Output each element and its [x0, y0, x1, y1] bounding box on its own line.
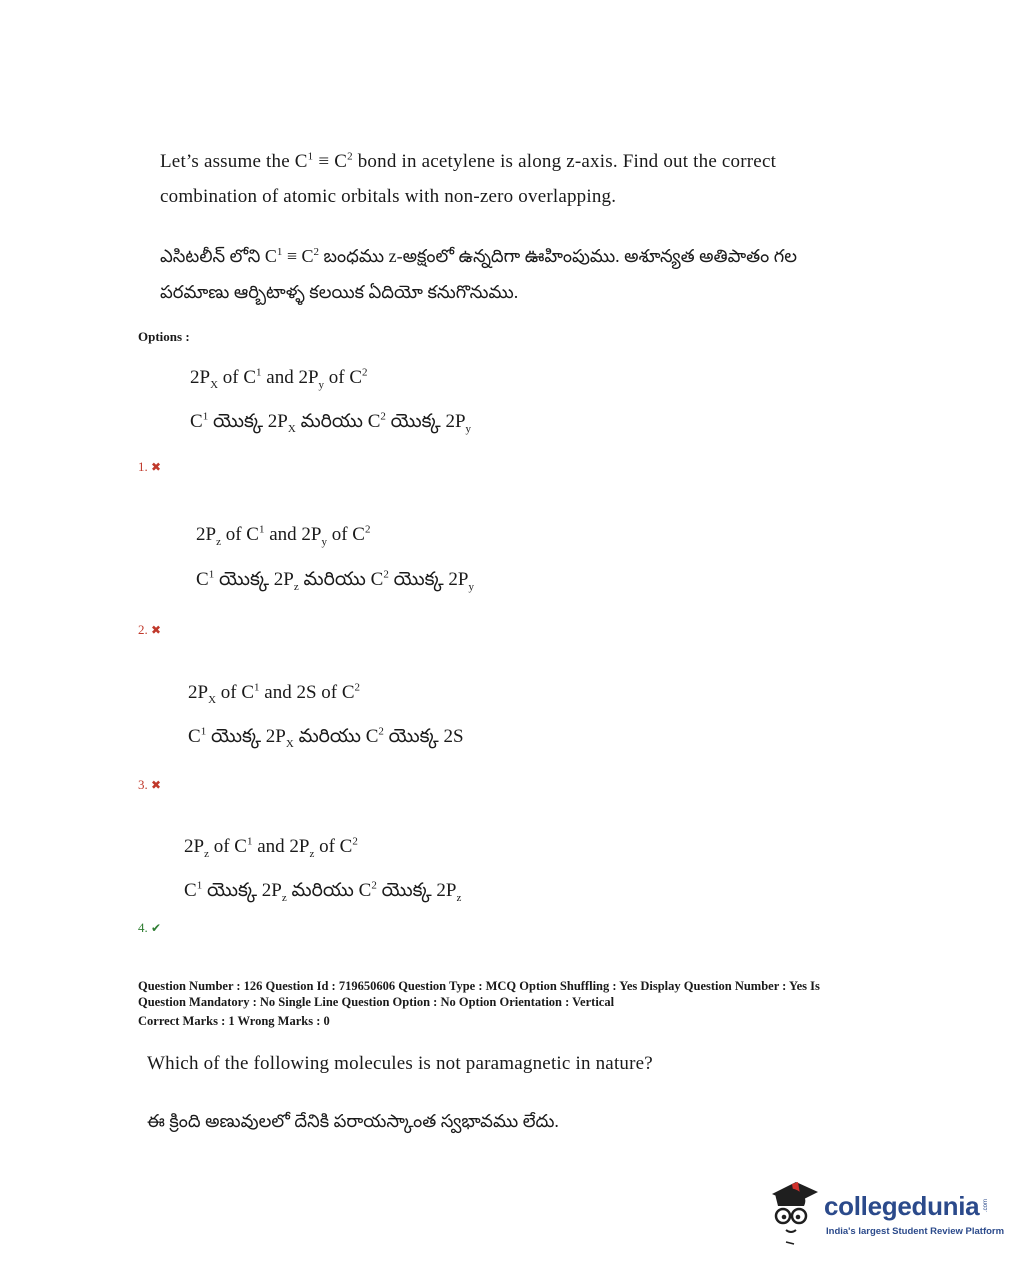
- wrong-mark-icon: ✖: [151, 778, 162, 792]
- option-4-text-en: $2P_z$ of $C^1$ and $2P_z$ of $C^2$: [184, 835, 358, 860]
- correct-check-icon: ✔: [151, 921, 162, 935]
- question-text-te-line2: పరమాణు ఆర్బిటాళ్ళ కలయిక ఏదియో కనుగొనుము.: [160, 282, 519, 302]
- option-1-text-te: $C^1$ యొక్క $2P_X$ మరియు $C^2$ యొక్క $2P_y$: [190, 410, 472, 435]
- question-text-te-line1: ఎసిటలీన్ లోని $C^1 \equiv C^2$ బంధము z-అక్షంలో ఉన్నదిగా ఊహింపుము. అశూన్యత అతిపాతం గల: [160, 246, 798, 266]
- option-4-number: 4. ✔: [138, 920, 162, 935]
- option-2-number: 2. ✖: [138, 622, 162, 637]
- option-1-number: 1. ✖: [138, 459, 162, 474]
- question-text-en-line1: Let’s assume the $C^1 \equiv C^2$ bond in acetylene is along z-axis. Find out the correct: [160, 150, 777, 172]
- question-meta-line1: Question Number : 126 Question Id : 719650606 Question Type : MCQ Option Shuffling : Yes Display Question Number : Yes Is: [138, 979, 820, 993]
- question-text-en-line2: combination of atomic orbitals with non-zero overlapping.: [160, 186, 617, 207]
- option-2-text-te: $C^1$ యొక్క $2P_z$ మరియు $C^2$ యొక్క $2P_y$: [196, 568, 474, 593]
- next-question-text-en: Which of the following molecules is not paramagnetic in nature?: [147, 1053, 653, 1074]
- option-3-text-en: $2P_X$ of $C^1$ and 2S of $C^2$: [188, 681, 361, 706]
- option-3-number: 3. ✖: [138, 777, 162, 792]
- option-1-text-en: $2P_X$ of $C^1$ and $2P_y$ of $C^2$: [190, 366, 368, 391]
- option-4-text-te: $C^1$ యొక్క $2P_z$ మరియు $C^2$ యొక్క $2P_z$: [184, 879, 462, 904]
- wrong-mark-icon: ✖: [151, 623, 162, 637]
- brand-tagline: India's largest Student Review Platform: [826, 1226, 1005, 1237]
- wrong-mark-icon: ✖: [151, 460, 162, 474]
- question-meta-line3: Correct Marks : 1 Wrong Marks : 0: [138, 1014, 330, 1028]
- option-3-text-te: $C^1$ యొక్క $2P_X$ మరియు $C^2$ యొక్క 2S: [188, 725, 464, 750]
- option-2-text-en: $2P_z$ of $C^1$ and $2P_y$ of $C^2$: [196, 523, 371, 548]
- next-question-text-te: ఈ క్రింది అణువులలో దేనికి పరాయస్కాంత స్వభావము లేదు.: [147, 1111, 559, 1131]
- question-meta-line2: Question Mandatory : No Single Line Question Option : No Option Orientation : Vertical: [138, 995, 615, 1009]
- brand-domain-suffix: .com: [983, 1199, 989, 1213]
- options-label: Options :: [138, 329, 190, 344]
- brand-name: collegedunia: [824, 1191, 980, 1221]
- brand-logo-icon: [766, 1176, 818, 1246]
